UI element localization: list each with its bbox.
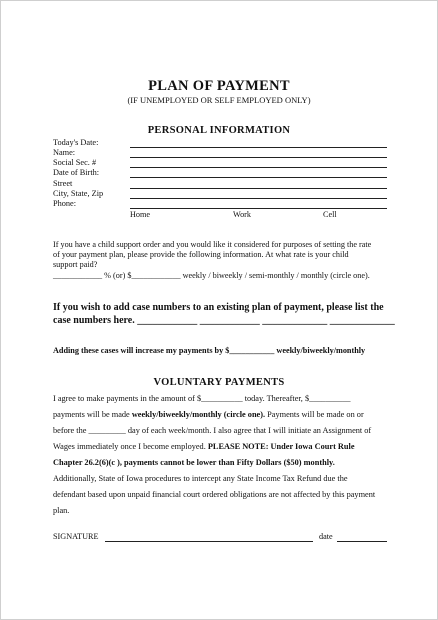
- ssn-field[interactable]: [130, 167, 387, 168]
- voluntary-text-1[interactable]: I agree to make payments in the amount of $__________ today. Thereafter, $__________: [53, 394, 351, 403]
- signature-label: SIGNATURE: [53, 532, 99, 541]
- dob-field[interactable]: [130, 177, 387, 178]
- dob-label: Date of Birth:: [53, 168, 100, 177]
- street-label: Street: [53, 179, 73, 188]
- add-cases-text-1: If you wish to add case numbers to an existing plan of payment, please list the: [53, 302, 384, 313]
- name-field[interactable]: [130, 157, 387, 158]
- voluntary-text-2a: payments will be made: [53, 410, 132, 419]
- todays-date-label: Today's Date:: [53, 138, 99, 147]
- signature-date-field[interactable]: [337, 541, 387, 542]
- voluntary-text-8: plan.: [53, 506, 70, 515]
- please-note: PLEASE NOTE: Under Iowa Court Rule: [207, 442, 355, 451]
- ssn-label: Social Sec. #: [53, 158, 97, 167]
- voluntary-text-3[interactable]: before the _________ day of each week/month. I also agree that I will initiate an Assignment of: [53, 426, 372, 435]
- voluntary-text-4: [53, 442, 355, 451]
- phone-field[interactable]: [130, 208, 387, 209]
- page-title: PLAN OF PAYMENT: [148, 78, 290, 94]
- child-support-text-3: support paid?: [53, 260, 98, 269]
- voluntary-text-5: Chapter 26.2(6)(c ), payments cannot be lower than Fifty Dollars ($50) monthly.: [53, 458, 335, 467]
- phone-cell-label: Cell: [323, 210, 337, 219]
- voluntary-frequency: weekly/biweekly/monthly (circle one).: [131, 410, 266, 419]
- voluntary-text-4a: Wages immediately once I become employed.: [53, 442, 208, 451]
- voluntary-payments-heading: VOLUNTARY PAYMENTS: [153, 377, 285, 388]
- voluntary-text-7: defendant based upon unpaid financial court ordered obligations are not affected by this payment: [53, 490, 376, 499]
- personal-info-heading: PERSONAL INFORMATION: [147, 125, 291, 136]
- child-support-text-1: If you have a child support order and you would like it considered for purposes of setting the rate: [53, 240, 372, 249]
- child-support-rate-line[interactable]: ____________ % (or) $____________ weekly / biweekly / semi-monthly / monthly (circle one).: [53, 271, 370, 280]
- name-label: Name:: [53, 148, 76, 157]
- todays-date-field[interactable]: [130, 147, 387, 148]
- voluntary-text-2c: Payments will be made on or: [265, 410, 364, 419]
- increase-payments-line[interactable]: Adding these cases will increase my payments by $___________ weekly/biweekly/monthly: [53, 346, 366, 355]
- signature-field[interactable]: [105, 541, 313, 542]
- phone-work-label: Work: [233, 210, 251, 219]
- phone-label: Phone:: [53, 199, 77, 208]
- voluntary-text-2: [53, 410, 364, 419]
- add-cases-text-2[interactable]: case numbers here. ____________ ____________ _____________ _____________: [53, 315, 395, 326]
- street-field[interactable]: [130, 188, 387, 189]
- date-label: date: [319, 532, 333, 541]
- child-support-text-2: of your payment plan, please provide the following information. At what rate is your child: [53, 250, 349, 259]
- city-state-zip-label: City, State, Zip: [53, 189, 104, 198]
- phone-home-label: Home: [130, 210, 151, 219]
- page-subtitle: (IF UNEMPLOYED OR SELF EMPLOYED ONLY): [127, 95, 311, 105]
- voluntary-text-6: Additionally, State of Iowa procedures to intercept any State Income Tax Refund due the: [53, 474, 348, 483]
- city-state-zip-field[interactable]: [130, 198, 387, 199]
